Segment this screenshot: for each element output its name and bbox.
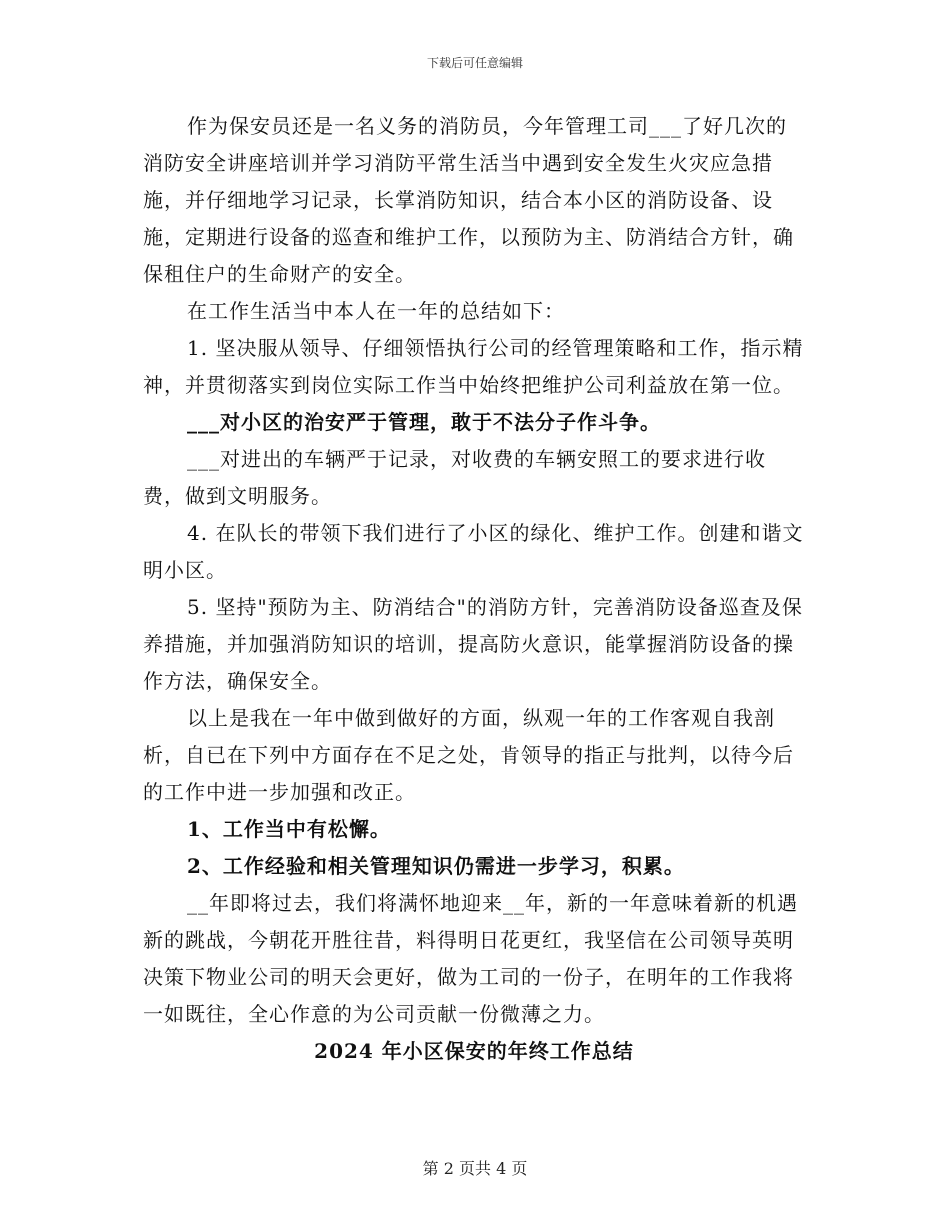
document-body [143,108,805,1070]
paragraph-item-3: ___对进出的车辆严于记录，对收费的车辆安照工的要求进行收费，做到文明服务。 [143,447,766,508]
paragraph-item-4: 4. 在队长的带领下我们进行了小区的绿化、维护工作。创建和谐文明小区。 [143,521,804,582]
paragraph-shortcoming-1: 1、工作当中有松懈。 [187,817,391,841]
page-footer: 第 2 页共 4 页 [422,1159,528,1178]
document-title: 2024 年小区保安的年终工作总结 [314,1039,634,1063]
paragraph-self-review: 以上是我在一年中做到做好的方面，纵观一年的工作客观自我剖析，自已在下列中方面存在不足之处，肯领导的指正与批判，以待今后的工作中进一步加强和改正。 [143,706,794,804]
paragraph-item-1: 1. 坚决服从领导、仔细领悟执行公司的经管理策略和工作，指示精神，并贯彻落实到岗位实际工作当中始终把维护公司利益放在第一位。 [143,336,804,397]
paragraph-intro: 作为保安员还是一名义务的消防员，今年管理工司___了好几次的消防安全讲座培训并学习消防平常生活当中遇到安全发生火灾应急措施，并仔细地学习记录，长掌消防知识，结合本小区的消防设备、设施，定期进行设备的巡查和维护工作，以预防为主、防消结合方针，确保租住户的生命财产的安全。 [143,114,794,286]
paragraph-item-5: 5. 坚持"预防为主、防消结合"的消防方针，完善消防设备巡查及保养措施，并加强消防知识的培训，提高防火意识，能掌握消防设备的操作方法，确保安全。 [143,595,803,693]
paragraph-item-2: ___对小区的治安严于管理，敢于不法分子作斗争。 [187,410,661,434]
paragraph-closing: __年即将过去，我们将满怀地迎来__年，新的一年意味着新的机遇新的跳战，今朝花开胜往昔，料得明日花更红，我坚信在公司领导英明决策下物业公司的明天会更好，做为工司的一份子，在明年的工作我将一如既往，全心作意的为公司贡献一份微薄之力。 [143,891,798,1026]
page-header-note: 下载后可任意编辑 [426,56,523,70]
paragraph-summary-lead: 在工作生活当中本人在一年的总结如下： [187,299,565,323]
paragraph-shortcoming-2: 2、工作经验和相关管理知识仍需进一步学习，积累。 [187,854,685,878]
